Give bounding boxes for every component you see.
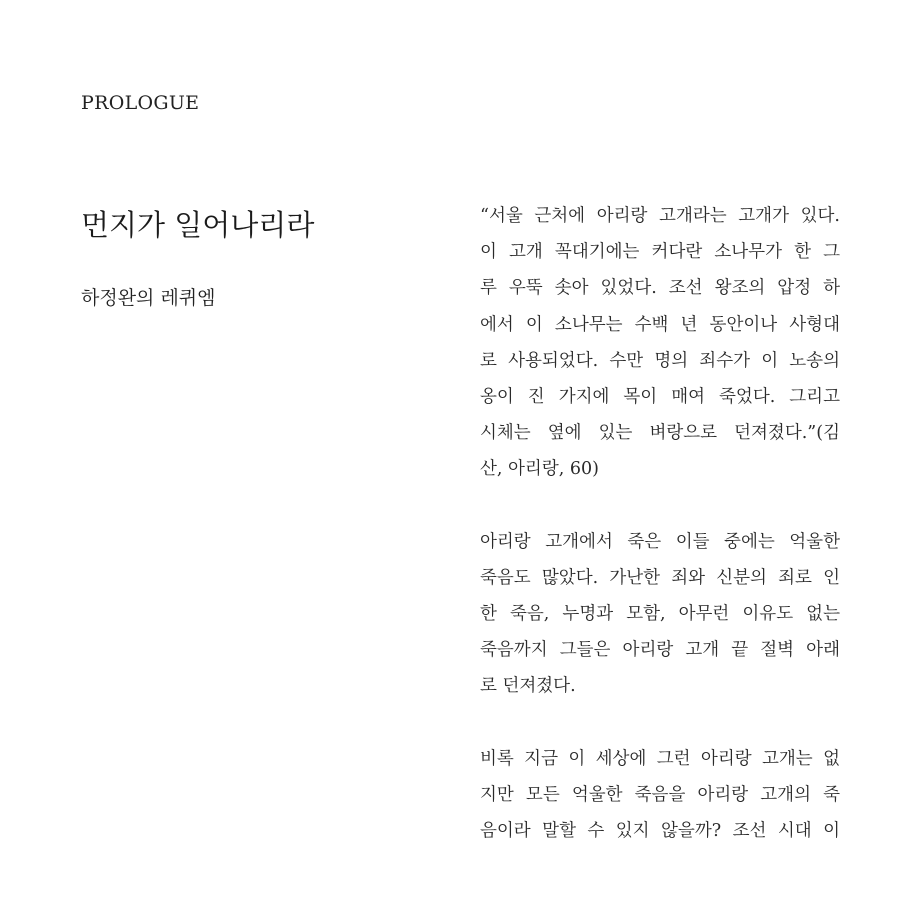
paragraph-spacer [480,705,840,741]
paragraph-3 [480,741,840,850]
text-line: 죽음까지 그들은 아리랑 고개 끝 절벽 아래 [480,640,840,661]
text-line: 산, 아리랑, 60) [480,459,599,480]
text-line: 에서 이 소나무는 수백 년 동안이나 사형대 [480,314,840,335]
text-line: 죽음도 많았다. 가난한 죄와 신분의 죄로 인 [480,567,840,588]
page-title: 먼지가 일어나리라 [81,208,315,242]
text-line: 로 사용되었다. 수만 명의 죄수가 이 노송의 [480,350,840,371]
page-subtitle: 하정완의 레퀴엠 [81,287,216,309]
text-line: 로 던져졌다. [480,676,576,697]
section-label: PROLOGUE [81,92,200,114]
text-line: 비록 지금 이 세상에 그런 아리랑 고개는 없 [480,748,840,769]
paragraph-spacer [480,488,840,524]
text-line: “서울 근처에 아리랑 고개라는 고개가 있다. [480,206,840,226]
text-line: 아리랑 고개에서 죽은 이들 중에는 억울한 [480,531,840,552]
paragraph-2 [480,524,840,705]
paragraph-1 [480,198,840,488]
text-line: 지만 모든 억울한 죽음을 아리랑 고개의 죽 [480,784,840,805]
text-line: 옹이 진 가지에 목이 매여 죽었다. 그리고 [480,387,840,408]
text-line: 한 죽음, 누명과 모함, 아무런 이유도 없는 [480,604,840,625]
text-line: 시체는 옆에 있는 벼랑으로 던져졌다.”(김 [480,423,840,444]
body-text [480,198,840,849]
text-line: 이 고개 꼭대기에는 커다란 소나무가 한 그 [480,242,840,263]
text-line: 음이라 말할 수 있지 않을까? 조선 시대 이 [480,821,840,842]
text-line: 루 우뚝 솟아 있었다. 조선 왕조의 압정 하 [480,278,840,299]
